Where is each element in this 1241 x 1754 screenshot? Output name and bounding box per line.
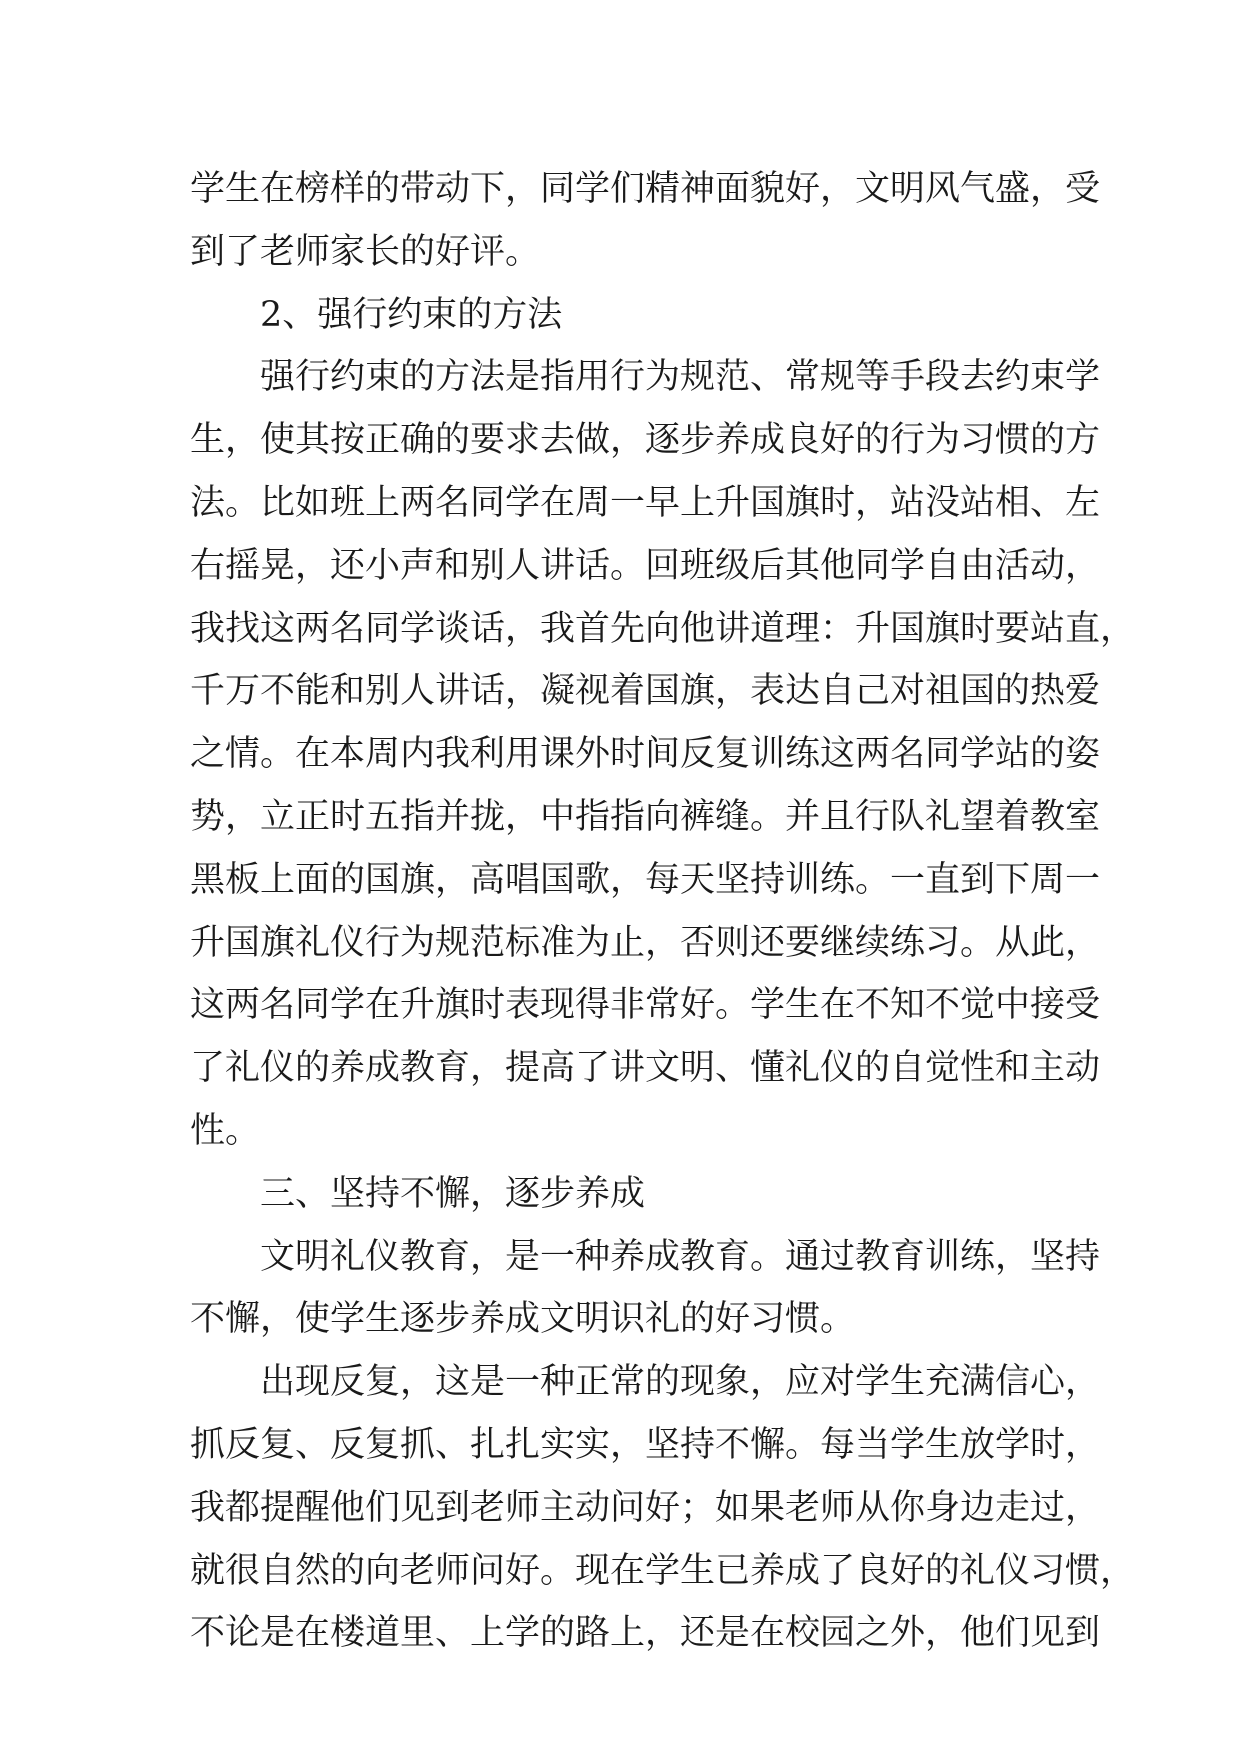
text-line: 文明礼仪教育，是一种养成教育。通过教育训练，坚持 (260, 1236, 1101, 1277)
text-line: 千万不能和别人讲话，凝视着国旗，表达自己对祖国的热爱 (190, 671, 1101, 712)
section-heading: 三、坚持不懈，逐步养成 (260, 1173, 646, 1214)
text-line: 黑板上面的国旗，高唱国歌，每天坚持训练。一直到下周一 (190, 859, 1101, 900)
text-line: 出现反复，这是一种正常的现象，应对学生充满信心， (260, 1362, 1101, 1403)
text-line: 不论是在楼道里、上学的路上，还是在校园之外，他们见到 (190, 1613, 1101, 1654)
text-line: 右摇晃，还小声和别人讲话。回班级后其他同学自由活动， (190, 545, 1101, 586)
text-line: 学生在榜样的带动下，同学们精神面貌好，文明风气盛，受 (190, 169, 1101, 209)
text-line: 这两名同学在升旗时表现得非常好。学生在不知不觉中接受 (190, 985, 1101, 1026)
text-line: 生，使其按正确的要求去做，逐步养成良好的行为习惯的方 (190, 420, 1101, 461)
text-line: 我都提醒他们见到老师主动问好；如果老师从你身边走过， (190, 1487, 1101, 1528)
text-line: 法。比如班上两名同学在周一早上升国旗时，站没站相、左 (190, 482, 1101, 523)
text-line: 抓反复、反复抓、扎扎实实，坚持不懈。每当学生放学时， (190, 1424, 1101, 1465)
text-line: 性。 (190, 1110, 261, 1151)
text-line: 升国旗礼仪行为规范标准为止，否则还要继续练习。从此， (190, 922, 1101, 963)
text-line: 到了老师家长的好评。 (190, 231, 541, 272)
text-line: 强行约束的方法是指用行为规范、常规等手段去约束学 (260, 357, 1101, 398)
text-line: 就很自然的向老师问好。现在学生已养成了良好的礼仪习惯， (190, 1550, 1136, 1591)
text-line: 之情。在本周内我利用课外时间反复训练这两名同学站的姿 (190, 734, 1101, 775)
document-body (190, 158, 1136, 1665)
text-line: 势，立正时五指并拢，中指指向裤缝。并且行队礼望着教室 (190, 796, 1101, 837)
section-heading: 2、强行约束的方法 (260, 294, 563, 335)
text-line: 不懈，使学生逐步养成文明识礼的好习惯。 (190, 1299, 856, 1340)
text-line: 我找这两名同学谈话，我首先向他讲道理：升国旗时要站直， (190, 608, 1136, 649)
text-line: 了礼仪的养成教育，提高了讲文明、懂礼仪的自觉性和主动 (190, 1048, 1101, 1089)
